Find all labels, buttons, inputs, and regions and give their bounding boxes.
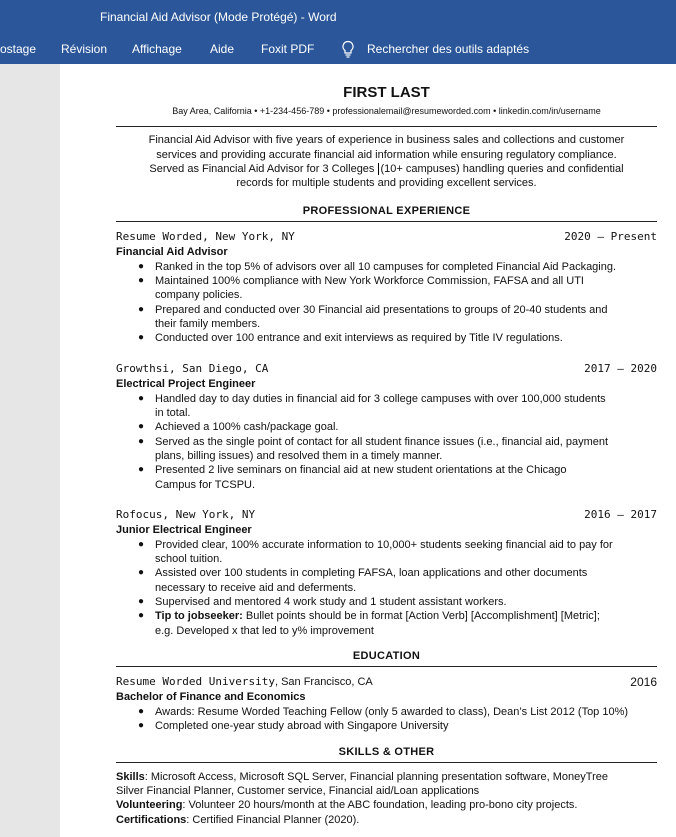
job-bullet: Maintained 100% compliance with New York Workforce Commission, FAFSA and all UTI — [155, 275, 584, 287]
bullet-icon: ● — [138, 332, 145, 343]
window-title: Financial Aid Advisor (Mode Protégé) - Word — [100, 10, 337, 24]
title-bar — [0, 0, 676, 34]
divider — [116, 221, 657, 222]
tell-me-search[interactable]: Rechercher des outils adaptés — [367, 42, 530, 56]
bullet-icon: ● — [138, 539, 145, 550]
job-dates: 2017 – 2020 — [584, 362, 657, 375]
education-year: 2016 — [630, 675, 657, 689]
education-degree: Bachelor of Finance and Economics — [116, 691, 306, 703]
job-bullet: Provided clear, 100% accurate information to 10,000+ students seeking financial aid to pay for — [155, 539, 613, 551]
bullet-icon: ● — [138, 610, 145, 621]
summary-line: records for multiple students and providing excellent services. — [236, 177, 537, 189]
job-bullet: Conducted over 100 entrance and exit interviews as required by Title IV regulations. — [155, 332, 563, 344]
job-bullet-continued: Campus for TCSPU. — [155, 479, 256, 491]
job-bullet-tip: Tip to jobseeker: Bullet points should be in format [Action Verb] [Accomplishment] [Metric]; — [155, 610, 600, 622]
job-bullet: Supervised and mentored 4 work study and 1 student assistant workers. — [155, 596, 507, 608]
job-company: Rofocus, New York, NY — [116, 508, 256, 521]
bullet-icon: ● — [138, 275, 145, 286]
bullet-icon: ● — [138, 567, 145, 578]
section-heading-experience: PROFESSIONAL EXPERIENCE — [302, 205, 471, 217]
job-bullet-continued: school tuition. — [155, 553, 223, 565]
job-bullet: Assisted over 100 students in completing FAFSA, loan applications and other documents — [155, 567, 588, 579]
summary-line: Served as Financial Aid Advisor for 3 Colleges (10+ campuses) handling queries and confidential — [149, 163, 624, 175]
contact-line: Bay Area, California • +1-234-456-789 • professionalemail@resumeworded.com • linkedin.com/in/username — [172, 106, 601, 116]
bullet-icon: ● — [138, 706, 145, 717]
volunteering-line: Volunteering: Volunteer 20 hours/month at the ABC foundation, leading pro-bono city projects. — [116, 799, 578, 811]
education-school: Resume Worded University, San Francisco, CA — [116, 675, 373, 688]
tab-foxit-pdf[interactable]: Foxit PDF — [261, 42, 315, 56]
tab-view[interactable]: Affichage — [132, 42, 182, 56]
bullet-icon: ● — [138, 596, 145, 607]
job-role: Electrical Project Engineer — [116, 378, 256, 390]
job-company: Resume Worded, New York, NY — [116, 230, 295, 243]
job-dates: 2020 – Present — [564, 230, 657, 243]
summary-line: Financial Aid Advisor with five years of experience in business sales and collections and customer — [148, 134, 625, 146]
document-page[interactable] — [60, 64, 676, 837]
divider — [116, 126, 657, 127]
tab-review[interactable]: Révision — [61, 42, 108, 56]
bullet-icon: ● — [138, 464, 145, 475]
divider — [116, 762, 657, 763]
summary-line: services and providing accurate financial aid information while ensuring regulatory compliance. — [156, 149, 617, 161]
job-bullet: Achieved a 100% cash/package goal. — [155, 421, 339, 433]
bullet-icon: ● — [138, 436, 145, 447]
bullet-icon: ● — [138, 261, 145, 272]
ribbon-tabs — [0, 34, 676, 64]
certifications-line: Certifications: Certified Financial Planner (2020). — [116, 814, 360, 826]
tab-mailings[interactable]: ostage — [0, 42, 37, 56]
job-role: Financial Aid Advisor — [116, 246, 228, 258]
tab-help[interactable]: Aide — [210, 42, 235, 56]
job-bullet-continued: their family members. — [155, 318, 261, 330]
job-bullet: Presented 2 live seminars on financial aid at new student orientations at the Chicago — [155, 464, 567, 476]
section-heading-skills: SKILLS & OTHER — [338, 746, 435, 758]
education-bullet: Completed one-year study abroad with Singapore University — [155, 720, 449, 732]
job-bullet-continued: in total. — [155, 407, 191, 419]
job-bullet: Served as the single point of contact for all student finance issues (i.e., financial aid, payment — [155, 436, 609, 448]
lightbulb-icon[interactable] — [341, 40, 355, 58]
job-bullet: Handled day to day duties in financial aid for 3 college campuses with over 100,000 students — [155, 393, 606, 405]
job-bullet-continued: e.g. Developed x that led to y% improvement — [155, 625, 374, 637]
job-company: Growthsi, San Diego, CA — [116, 362, 269, 375]
job-bullet-continued: company policies. — [155, 289, 243, 301]
section-heading-education: EDUCATION — [352, 650, 421, 662]
job-dates: 2016 – 2017 — [584, 508, 657, 521]
bullet-icon: ● — [138, 720, 145, 731]
job-bullet: Prepared and conducted over 30 Financial aid presentations to groups of 20-40 students and — [155, 304, 608, 316]
skills-line: Skills: Microsoft Access, Microsoft SQL Server, Financial planning presentation software, MoneyTree — [116, 771, 608, 783]
navigation-margin — [0, 64, 60, 837]
skills-line-continued: Silver Financial Planner, Customer service, Financial aid/Loan applications — [116, 785, 480, 797]
job-role: Junior Electrical Engineer — [116, 524, 252, 536]
job-bullet: Ranked in the top 5% of advisors over all 10 campuses for completed Financial Aid Packaging. — [155, 261, 617, 273]
bullet-icon: ● — [138, 304, 145, 315]
bullet-icon: ● — [138, 393, 145, 404]
job-bullet-continued: plans, billing issues) and resolved them in a timely manner. — [155, 450, 443, 462]
job-bullet-continued: necessary to receive aid and deferments. — [155, 582, 357, 594]
resume-name: FIRST LAST — [343, 84, 430, 101]
education-bullet: Awards: Resume Worded Teaching Fellow (only 5 awarded to class), Dean’s List 2012 (Top 10%) — [155, 706, 629, 718]
divider — [116, 666, 657, 667]
bullet-icon: ● — [138, 421, 145, 432]
